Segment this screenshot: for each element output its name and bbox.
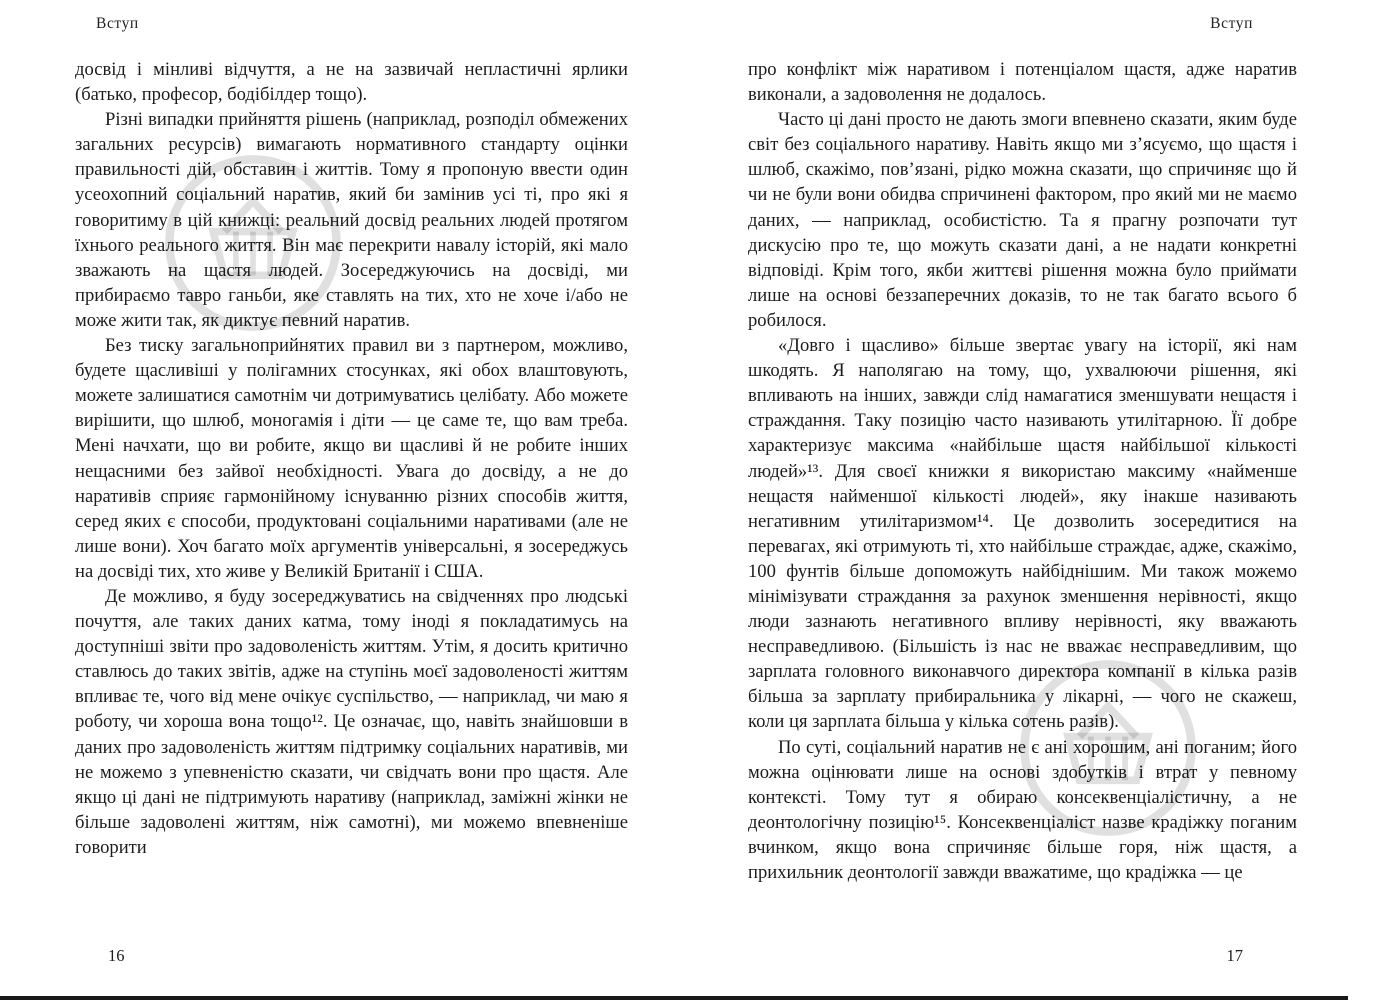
paragraph: По суті, соціальний наратив не є ані хорошим, ані поганим; його можна оцінювати лише на основі здобутків і втрат у певному контексті. Тому тут я обираю консеквенціалістичну, а не деонтологічну позицію¹⁵. Консеквенціаліст назве крадіжку поганим вчинком, якщо вона спричиняє більше горя, ніж щастя, а прихильник деонтології завжди вважатиме, що крадіжка — це bbox=[748, 736, 1297, 883]
paragraph: Без тиску загальноприйнятих правил ви з партнером, можливо, будете щасливіші у полігамних стосунках, які обох влаштовують, можете залишатися самотнім чи дотримуватись целібату. Або можете вирішити, що шлюб, моногамія і діти — це саме те, що вам треба. Мені начхати, що ви робите, якщо ви щасливі й не робите інших нещасними без зайвої необхідності. Увага до досвіду, а не до наративів сприяє гармонійному існуванню різних способів життя, серед яких є способи, продуктовані соціальними наративами (але не лише вони). Хоч багато моїх аргументів універсальні, я зосереджусь на досвіді тих, хто живе у Великій Британії і США. bbox=[75, 335, 628, 582]
paragraph: про конфлікт між наративом і потенціалом щастя, адже наратив виконали, а задоволення не додалось. bbox=[748, 59, 1297, 106]
page-number-left: 16 bbox=[108, 946, 125, 965]
paragraph: Різні випадки прийняття рішень (наприклад, розподіл обмежених загальних ресурсів) вимагають нормативного стандарту оцінки правильності дій, обставин і життів. Тому я пропоную ввести один усеохопний соціальний наратив, який би замінив усі ті, про які я говоритиму в цій книжці: реальний досвід реальних людей протягом їхнього реального життя. Він має перекрити навалу історій, які мало зважають на щастя людей. Зосереджуючись на досвіді, ми прибираємо тавро ганьби, яке ставлять на тих, хто не хоче і/або не може жити так, як диктує певний наратив. bbox=[75, 109, 628, 331]
paragraph: досвід і мінливі відчуття, а не на зазвичай непластичні ярлики (батько, професор, бодібілдер тощо). bbox=[75, 59, 628, 106]
paragraph: Де можливо, я буду зосереджуватись на свідченнях про людські почуття, але таких даних катма, тому іноді я покладатимусь на доступніші звіти про задоволеність життям. Утім, я досить критично ставлюсь до таких звітів, адже на ступінь моєї задоволеності життям впливає те, чого від мене очікує суспільство, — наприклад, чи маю я роботу, чи хороша вона тощо¹². Це означає, що, навіть знайшовши в даних про задоволеність життям підтримку соціальних наративів, ми не можемо з упевненістю сказати, чи свідчать вони про щастя. Але якщо ці дані не підтримують наративу (наприклад, заміжні жінки не більше задоволені життям, ніж самотні), ми можемо впевненіше говорити bbox=[75, 585, 628, 858]
paragraph: Часто ці дані просто не дають змоги впевнено сказати, яким буде світ без соціального наративу. Навіть якщо ми з’ясуємо, що щастя і шлюб, скажімо, пов’язані, рідко можна сказати, що спричиняє що й чи не були вони обидва спричинені фактором, про який ми не маємо даних, — наприклад, особистістю. Та я прагну розпочати тут дискусію про те, що можуть сказати дані, а не надати конкретні відповіді. Крім того, якби життєві рішення можна було приймати лише на основі беззаперечних доказів, то не так багато всього б робилося. bbox=[748, 109, 1297, 331]
text-column-right bbox=[748, 57, 1297, 885]
running-header-right: Вступ bbox=[1210, 15, 1253, 32]
page-right bbox=[693, 0, 1386, 1000]
page-number-right: 17 bbox=[1226, 946, 1243, 965]
scan-edge-strip bbox=[0, 996, 1348, 1000]
paragraph: «Довго і щасливо» більше звертає увагу на історії, які нам шкодять. Я наполягаю на тому, що, ухвалюючи рішення, які впливають на інших, завжди слід намагатися зменшувати нещастя і страждання. Таку позицію часто називають утилітарною. Її добре характеризує максима «найбільше щастя найбільшої кількості людей»¹³. Для своєї книжки я використаю максиму «найменше нещастя найменшої кількості людей», яку інакше називають негативним утилітаризмом¹⁴. Це дозволить зосередитися на перевагах, які отримують ті, хто найбільше страждає, адже, скажімо, 100 фунтів більше допоможуть найбіднішим. Ми також можемо мінімізувати страждання за рахунок зменшення нерівності, якщо люди зазнають негативного впливу нерівності, яку вважають несправедливою. (Більшість із нас не вважає несправедливим, що зарплата головного виконавчого директора компанії в кілька разів більша за зарплату прибиральника у лікарні, — чого не скажеш, коли ця зарплата більша у кілька сотень разів). bbox=[748, 335, 1297, 733]
text-column-left bbox=[75, 57, 628, 860]
running-header-left: Вступ bbox=[96, 15, 139, 32]
